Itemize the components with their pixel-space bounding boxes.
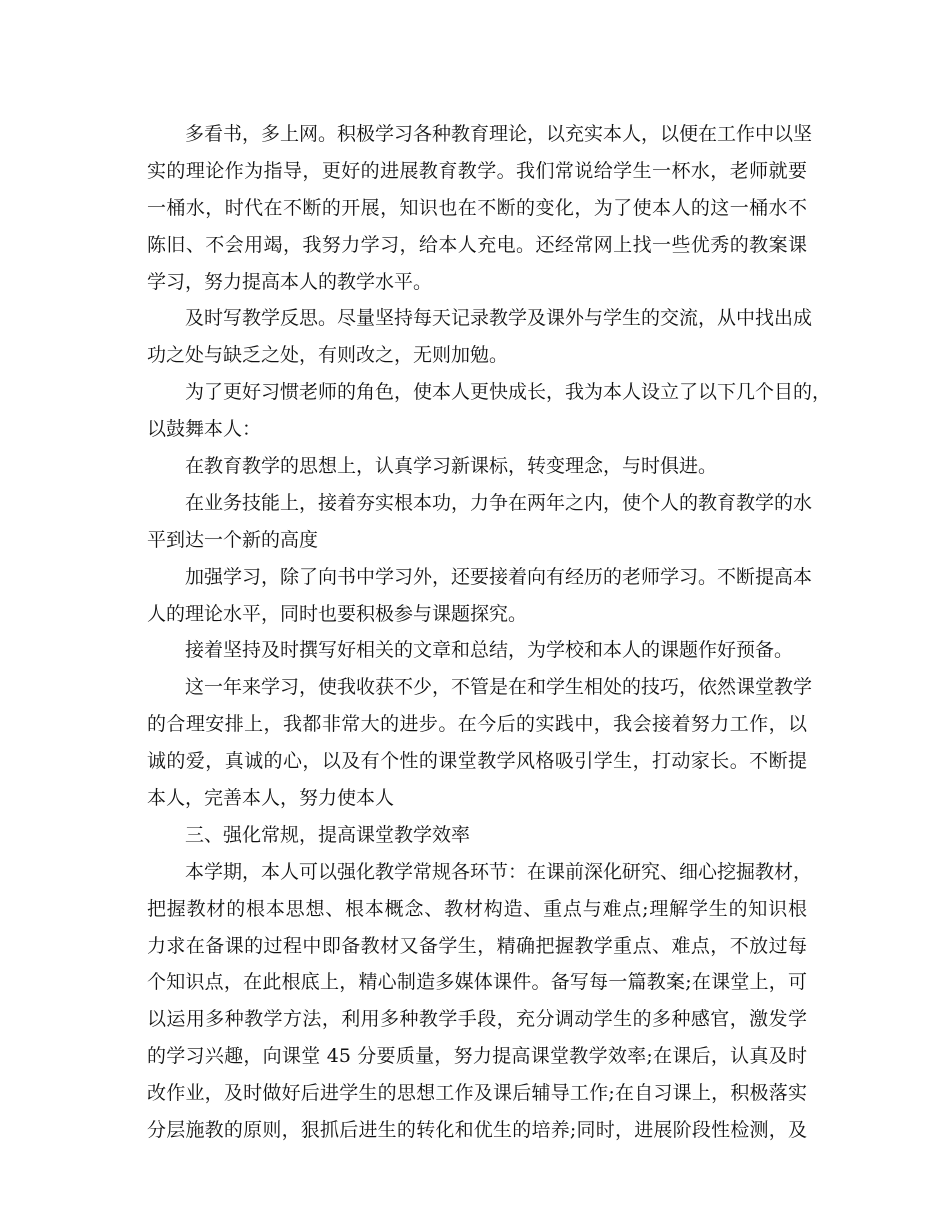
paragraph-line: 在业务技能上，接着夯实根本功，力争在两年之内，使个人的教育教学的水 [185,491,813,514]
paragraph-line: 多看书，多上网。积极学习各种教育理论，以充实本人，以便在工作中以坚 [185,123,813,145]
paragraph-line: 以运用多种教学方法，利用多种教学手段，充分调动学生的多种感官，激发学 [147,1008,807,1031]
paragraph-line: 分层施教的原则，狠抓后进生的转化和优生的培养;同时，进展阶段性检测，及 [147,1119,807,1142]
paragraph-line: 改作业，及时做好后进学生的思想工作及课后辅导工作;在自习课上，积极落实 [147,1082,807,1105]
section-heading: 三、强化常规，提高课堂教学效率 [185,823,471,846]
paragraph-line: 在教育教学的思想上，认真学习新课标，转变理念，与时俱进。 [185,455,718,478]
paragraph-line: 实的理论作为指导，更好的进展教育教学。我们常说给学生一杯水，老师就要 [147,159,807,182]
paragraph-line: 人的理论水平，同时也要积极参与课题探究。 [147,602,528,625]
paragraph-line: 及时写教学反思。尽量坚持每天记录教学及课外与学生的交流，从中找出成 [185,307,813,330]
document-body [147,116,832,1149]
paragraph-line: 这一年来学习，使我收获不少，不管是在和学生相处的技巧，依然课堂教学 [185,676,813,699]
paragraph-line: 以鼓舞本人： [147,418,262,441]
paragraph-line: 加强学习，除了向书中学习外，还要接着向有经历的老师学习。不断提高本 [185,565,813,588]
paragraph-line: 一桶水，时代在不断的开展，知识也在不断的变化，为了使本人的这一桶水不 [147,196,807,219]
paragraph-line: 的合理安排上，我都非常大的进步。在今后的实践中，我会接着努力工作，以 [147,713,807,736]
paragraph-line: 学习，努力提高本人的教学水平。 [147,270,433,293]
paragraph-line: 本人，完善本人，努力使本人 [147,787,395,810]
paragraph-line: 本学期，本人可以强化教学常规各环节：在课前深化研究、细心挖掘教材， [185,860,813,883]
paragraph-line: 个知识点，在此根底上，精心制造多媒体课件。备写每一篇教案;在课堂上，可 [147,971,807,994]
paragraph-line: 接着坚持及时撰写好相关的文章和总结，为学校和本人的课题作好预备。 [185,639,794,662]
paragraph-line: 功之处与缺乏之处，有则改之，无则加勉。 [147,344,509,367]
paragraph-line: 把握教材的根本思想、根本概念、教材构造、重点与难点;理解学生的知识根 [147,897,807,920]
paragraph-line: 的学习兴趣，向课堂 45 分要质量，努力提高课堂教学效率;在课后，认真及时 [147,1045,807,1068]
paragraph-line: 平到达一个新的高度 [147,528,319,551]
paragraph-line: 诚的爱，真诚的心，以及有个性的课堂教学风格吸引学生，打动家长。不断提 [147,750,807,773]
paragraph-line: 力求在备课的过程中即备教材又备学生，精确把握教学重点、难点，不放过每 [147,934,807,957]
paragraph-line: 陈旧、不会用竭，我努力学习，给本人充电。还经常网上找一些优秀的教案课 [147,233,807,256]
paragraph-line: 为了更好习惯老师的角色，使本人更快成长，我为本人设立了以下几个目的， [185,381,832,404]
